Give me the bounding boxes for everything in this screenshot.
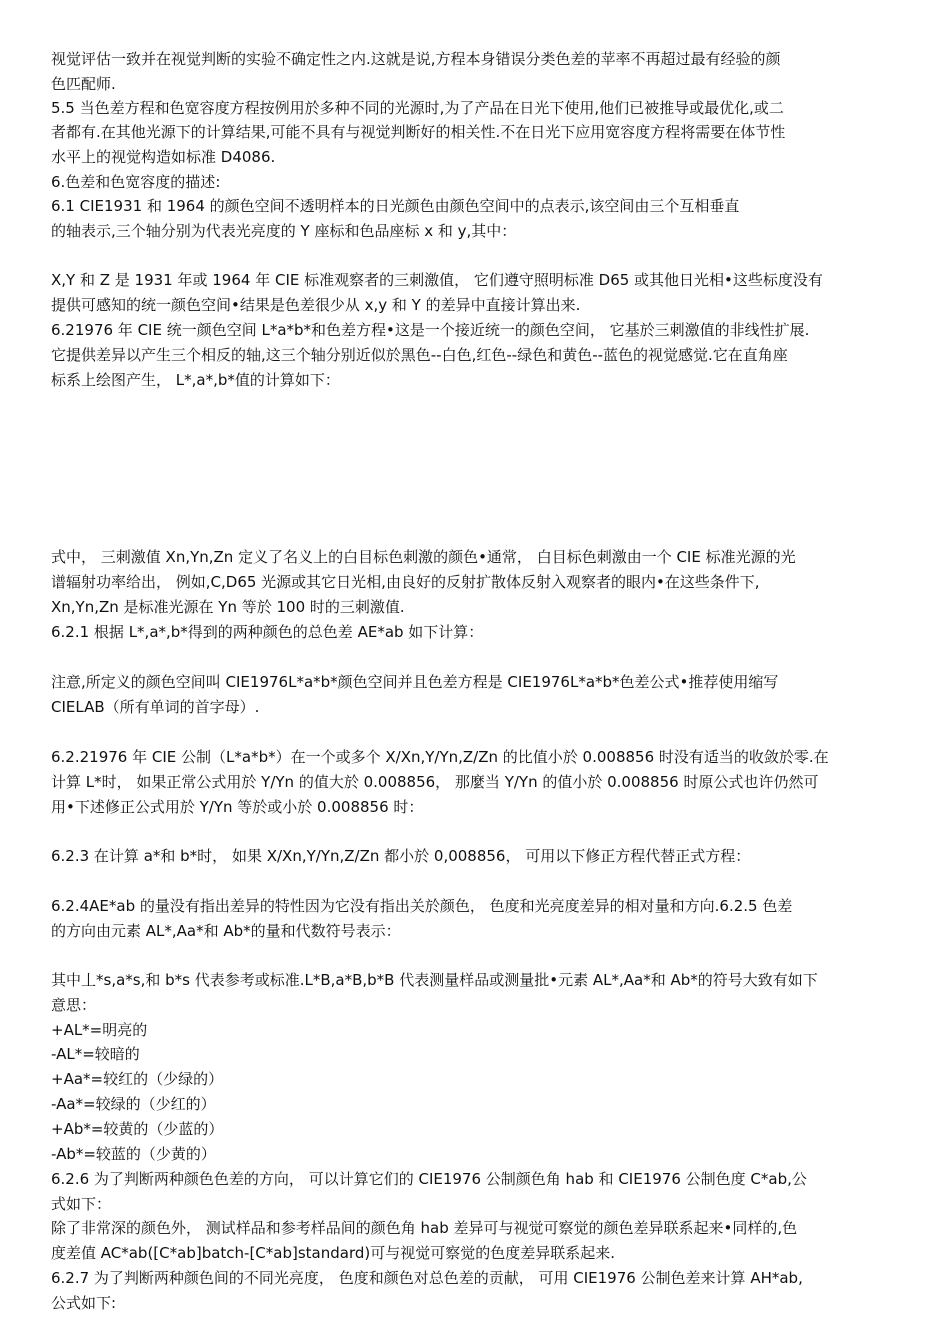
text-line: 公式如下: [51,1294,117,1312]
text-line: 6.2.4AE*ab 的量没有指出差异的特性因为它没有指出关於颜色， 色度和光亮度差异的相对量和方向.6.2.5 色差 [51,897,793,915]
list-item: +Ab*=较黄的（少蓝的） [51,1120,224,1138]
text-line: 用•下述修正公式用於 Y/Yn 等於或小於 0.008856 时： [51,798,424,816]
text-line: 注意,所定义的颜色空间叫 CIE1976L*a*b*颜色空间并且色差方程是 CIE1976L*a*b*色差公式•推荐使用缩写 [51,673,779,691]
list-item: +AL*=明亮的 [51,1021,148,1039]
text-line: 它提供差异以产生三个相反的轴,这三个轴分别近似於黑色--白色,红色--绿色和黄色--蓝色的视觉感觉.它在直角座 [51,346,788,364]
text-line: 的轴表示,三个轴分别为代表光亮度的 Y 座标和色品座标 x 和 y,其中： [51,222,517,240]
text-line: 5.5 当色差方程和色宽容度方程按例用於多种不同的光源时,为了产品在日光下使用,他们已被推导或最优化,或二 [51,99,784,117]
section-heading: 6.色差和色宽容度的描述: [51,173,221,191]
text-line: 度差值 AC*ab([C*ab]batch-[C*ab]standard)可与视觉可察觉的色度差异联系起来. [51,1244,616,1262]
text-line: 6.1 CIE1931 和 1964 的颜色空间不透明样本的日光颜色由颜色空间中的点表示,该空间由三个互相垂直 [51,197,740,215]
text-line: X,Y 和 Z 是 1931 年或 1964 年 CIE 标准观察者的三刺激值， 它们遵守照明标准 D65 或其他日光相•这些标度没有 [51,271,823,289]
text-line: Xn,Yn,Zn 是标准光源在 Yn 等於 100 时的三刺激值. [51,598,405,616]
text-line: 谱辐射功率给出， 例如,C,D65 光源或其它日光相,由良好的反射扩散体反射入观察者的眼内•在这些条件下, [51,573,760,591]
text-line: 其中丄*s,a*s,和 b*s 代表参考或标准.L*B,a*B,b*B 代表测量样品或测量批•元素 AL*,Aa*和 Ab*的符号大致有如下 [51,971,818,989]
text-line: 者都有.在其他光源下的计算结果,可能不具有与视觉判断好的相关性.不在日光下应用宽容度方程将需要在体节性 [51,123,786,141]
text-line: 的方向由元素 AL*,Aa*和 Ab*的量和代数符号表示： [51,922,401,940]
text-line: 视觉评估一致并在视觉判断的实验不确定性之内.这就是说,方程本身错误分类色差的苹率不再超过最有经验的颜 [51,50,781,68]
text-line: 6.2.3 在计算 a*和 b*时， 如果 X/Xn,Y/Yn,Z/Zn 都小於 0,008856， 可用以下修正方程代替正式方程： [51,847,751,865]
text-line: 6.2.6 为了判断两种颜色色差的方向， 可以计算它们的 CIE1976 公制颜色角 hab 和 CIE1976 公制色度 C*ab,公 [51,1170,807,1188]
text-line: 6.2.7 为了判断两种颜色间的不同光亮度， 色度和颜色对总色差的贡献， 可用 CIE1976 公制色差来计算 AH*ab, [51,1269,803,1287]
list-item: +Aa*=较红的（少绿的） [51,1070,224,1088]
text-line: 式中， 三刺激值 Xn,Yn,Zn 定义了名义上的白目标色刺激的颜色•通常， 白目标色刺激由一个 CIE 标准光源的光 [51,548,796,566]
text-line: 除了非常深的颜色外， 测试样品和参考样品间的颜色角 hab 差异可与视觉可察觉的颜色差异联系起来•同样的,色 [51,1219,798,1237]
text-line: 提供可感知的统一颜色空间•结果是色差很少从 x,y 和 Y 的差异中直接计算出来. [51,296,581,314]
list-item: -AL*=较暗的 [51,1045,140,1063]
text-line: 意思： [51,996,97,1014]
text-line: 色匹配师. [51,75,116,93]
text-line: 式如下： [51,1195,112,1213]
list-item: -Ab*=较蓝的（少黄的） [51,1145,216,1163]
text-line: 6.2.21976 年 CIE 公制（L*a*b*）在一个或多个 X/Xn,Y/Yn,Z/Zn 的比值小於 0.008856 时没有适当的收敛於零.在 [51,748,829,766]
text-line: 水平上的视觉构造如标准 D4086. [51,148,276,166]
text-line: 6.21976 年 CIE 统一颜色空间 L*a*b*和色差方程•这是一个接近统一的颜色空间， 它基於三刺激值的非线性扩展. [51,321,810,339]
text-line: 标系上绘图产生， L*,a*,b*值的计算如下： [51,371,340,389]
list-item: -Aa*=较绿的（少红的） [51,1095,216,1113]
text-line: CIELAB（所有单词的首字母）. [51,698,260,716]
text-line: 计算 L*时， 如果正常公式用於 Y/Yn 的值大於 0.008856， 那麼当 Y/Yn 的值小於 0.008856 时原公式也许仍然可 [51,773,819,791]
text-line: 6.2.1 根据 L*,a*,b*得到的两种颜色的总色差 AE*ab 如下计算： [51,623,484,641]
